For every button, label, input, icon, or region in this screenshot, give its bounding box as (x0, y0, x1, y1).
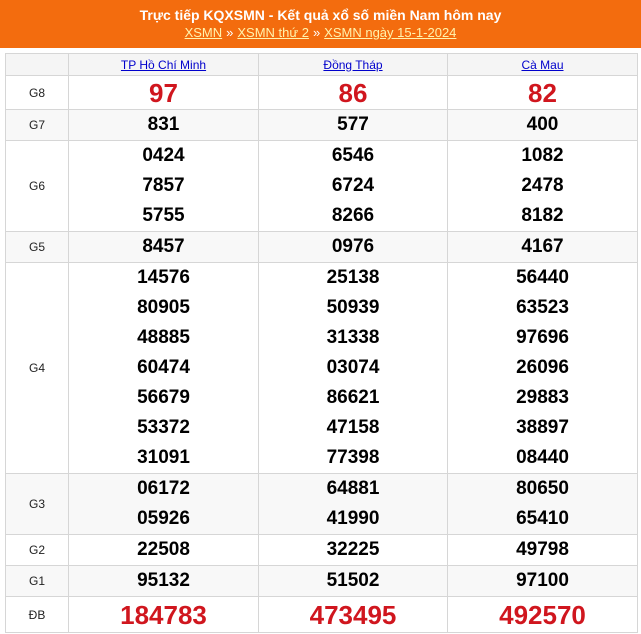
prize-row (6, 141, 638, 232)
prize-row (6, 76, 638, 110)
prize-number: 56440 (516, 267, 569, 288)
corner-cell (6, 54, 69, 76)
prize-cell (259, 76, 448, 110)
prize-number: 86621 (326, 387, 380, 408)
prize-number: 47158 (326, 417, 380, 438)
prize-number: 831 (147, 114, 180, 135)
special-prize-number: 184783 (120, 599, 207, 630)
prize-label: G3 (6, 474, 69, 535)
prize-number: 64881 (326, 478, 380, 499)
special-prize-number: 492570 (499, 599, 586, 630)
prize-number: 56679 (137, 387, 190, 408)
prize-cell (259, 474, 448, 535)
prize-cell (448, 141, 638, 232)
province-header (69, 54, 259, 76)
prize-number: 50939 (326, 297, 380, 318)
prize-cell (448, 474, 638, 535)
prize-label: G8 (6, 76, 69, 110)
prize-number: 86 (338, 77, 368, 108)
prize-number: 6724 (331, 175, 375, 196)
breadcrumb-xsmn-date-link[interactable]: XSMN ngày 15-1-2024 (324, 25, 457, 40)
prize-cell (69, 474, 259, 535)
prize-number: 0424 (142, 145, 185, 166)
prize-number: 53372 (137, 417, 190, 438)
breadcrumb-xsmn-thu2-link[interactable]: XSMN thứ 2 (237, 25, 309, 40)
prize-number: 8266 (331, 205, 375, 226)
prize-number: 2478 (521, 175, 564, 196)
prize-number: 32225 (326, 539, 380, 560)
province-link-ca-mau[interactable]: Cà Mau (521, 57, 564, 72)
prize-number: 60474 (137, 357, 190, 378)
prize-cell (259, 141, 448, 232)
prize-row (6, 535, 638, 566)
prize-number: 05926 (137, 508, 190, 529)
prize-cell (259, 263, 448, 474)
prize-cell (69, 232, 259, 263)
province-header-row (6, 54, 638, 76)
prize-number: 577 (337, 114, 369, 135)
prize-row (6, 263, 638, 474)
province-header (448, 54, 638, 76)
prize-row (6, 474, 638, 535)
prize-number: 29883 (516, 387, 569, 408)
results-table (5, 53, 638, 633)
prize-number: 80905 (137, 297, 190, 318)
prize-row (6, 232, 638, 263)
prize-row (6, 110, 638, 141)
prize-cell (259, 535, 448, 566)
prize-number: 7857 (142, 175, 185, 196)
prize-number: 65410 (516, 508, 569, 529)
prize-number: 97696 (516, 327, 569, 348)
prize-number: 400 (526, 114, 559, 135)
prize-number: 8182 (521, 205, 564, 226)
prize-cell (448, 597, 638, 633)
prize-number: 31338 (326, 327, 380, 348)
prize-cell (259, 597, 448, 633)
breadcrumb-separator: » (312, 25, 321, 40)
prize-cell (69, 76, 259, 110)
prize-label: G5 (6, 232, 69, 263)
prize-number: 63523 (516, 297, 569, 318)
prize-number: 97 (149, 77, 178, 108)
prize-number: 95132 (137, 570, 190, 591)
breadcrumb (0, 24, 641, 41)
prize-number: 4167 (521, 236, 564, 257)
prize-cell (259, 110, 448, 141)
prize-cell (448, 263, 638, 474)
prize-table-body (6, 76, 638, 633)
prize-number: 8457 (142, 236, 185, 257)
prize-cell (448, 566, 638, 597)
prize-cell (259, 232, 448, 263)
prize-cell (448, 232, 638, 263)
prize-number: 49798 (516, 539, 569, 560)
breadcrumb-separator: » (226, 25, 234, 40)
prize-number: 41990 (326, 508, 380, 529)
prize-number: 38897 (516, 417, 569, 438)
prize-number: 77398 (326, 447, 380, 468)
prize-label: G2 (6, 535, 69, 566)
prize-cell (69, 597, 259, 633)
page-title: Trực tiếp KQXSMN - Kết quả xổ số miền Nam hôm nay (139, 7, 502, 23)
prize-cell (448, 76, 638, 110)
prize-row (6, 566, 638, 597)
prize-number: 31091 (137, 447, 190, 468)
prize-label: G4 (6, 263, 69, 474)
prize-row (6, 597, 638, 633)
prize-number: 80650 (516, 478, 569, 499)
prize-number: 5755 (142, 205, 185, 226)
prize-cell (69, 110, 259, 141)
prize-number: 0976 (331, 236, 375, 257)
prize-number: 51502 (326, 570, 380, 591)
prize-number: 48885 (137, 327, 190, 348)
prize-number: 03074 (326, 357, 380, 378)
prize-label: G1 (6, 566, 69, 597)
prize-label: G7 (6, 110, 69, 141)
prize-cell (448, 110, 638, 141)
province-link-dong-thap[interactable]: Đồng Tháp (323, 57, 383, 72)
prize-number: 82 (528, 77, 557, 108)
page-header (0, 0, 641, 48)
prize-number: 25138 (326, 267, 380, 288)
prize-number: 26096 (516, 357, 569, 378)
prize-cell (69, 263, 259, 474)
prize-label: ĐB (6, 597, 69, 633)
special-prize-number: 473495 (309, 599, 397, 630)
prize-cell (259, 566, 448, 597)
prize-number: 97100 (516, 570, 569, 591)
prize-cell (448, 535, 638, 566)
prize-cell (69, 141, 259, 232)
prize-cell (69, 566, 259, 597)
province-header (259, 54, 448, 76)
prize-number: 6546 (331, 145, 375, 166)
prize-number: 1082 (521, 145, 564, 166)
prize-cell (69, 535, 259, 566)
province-link-tp-hcm[interactable]: TP Hồ Chí Minh (120, 57, 207, 72)
prize-number: 06172 (137, 478, 190, 499)
prize-number: 08440 (516, 447, 569, 468)
prize-number: 22508 (137, 539, 190, 560)
breadcrumb-xsmn-link[interactable]: XSMN (184, 25, 223, 40)
prize-number: 14576 (137, 267, 190, 288)
prize-label: G6 (6, 141, 69, 232)
